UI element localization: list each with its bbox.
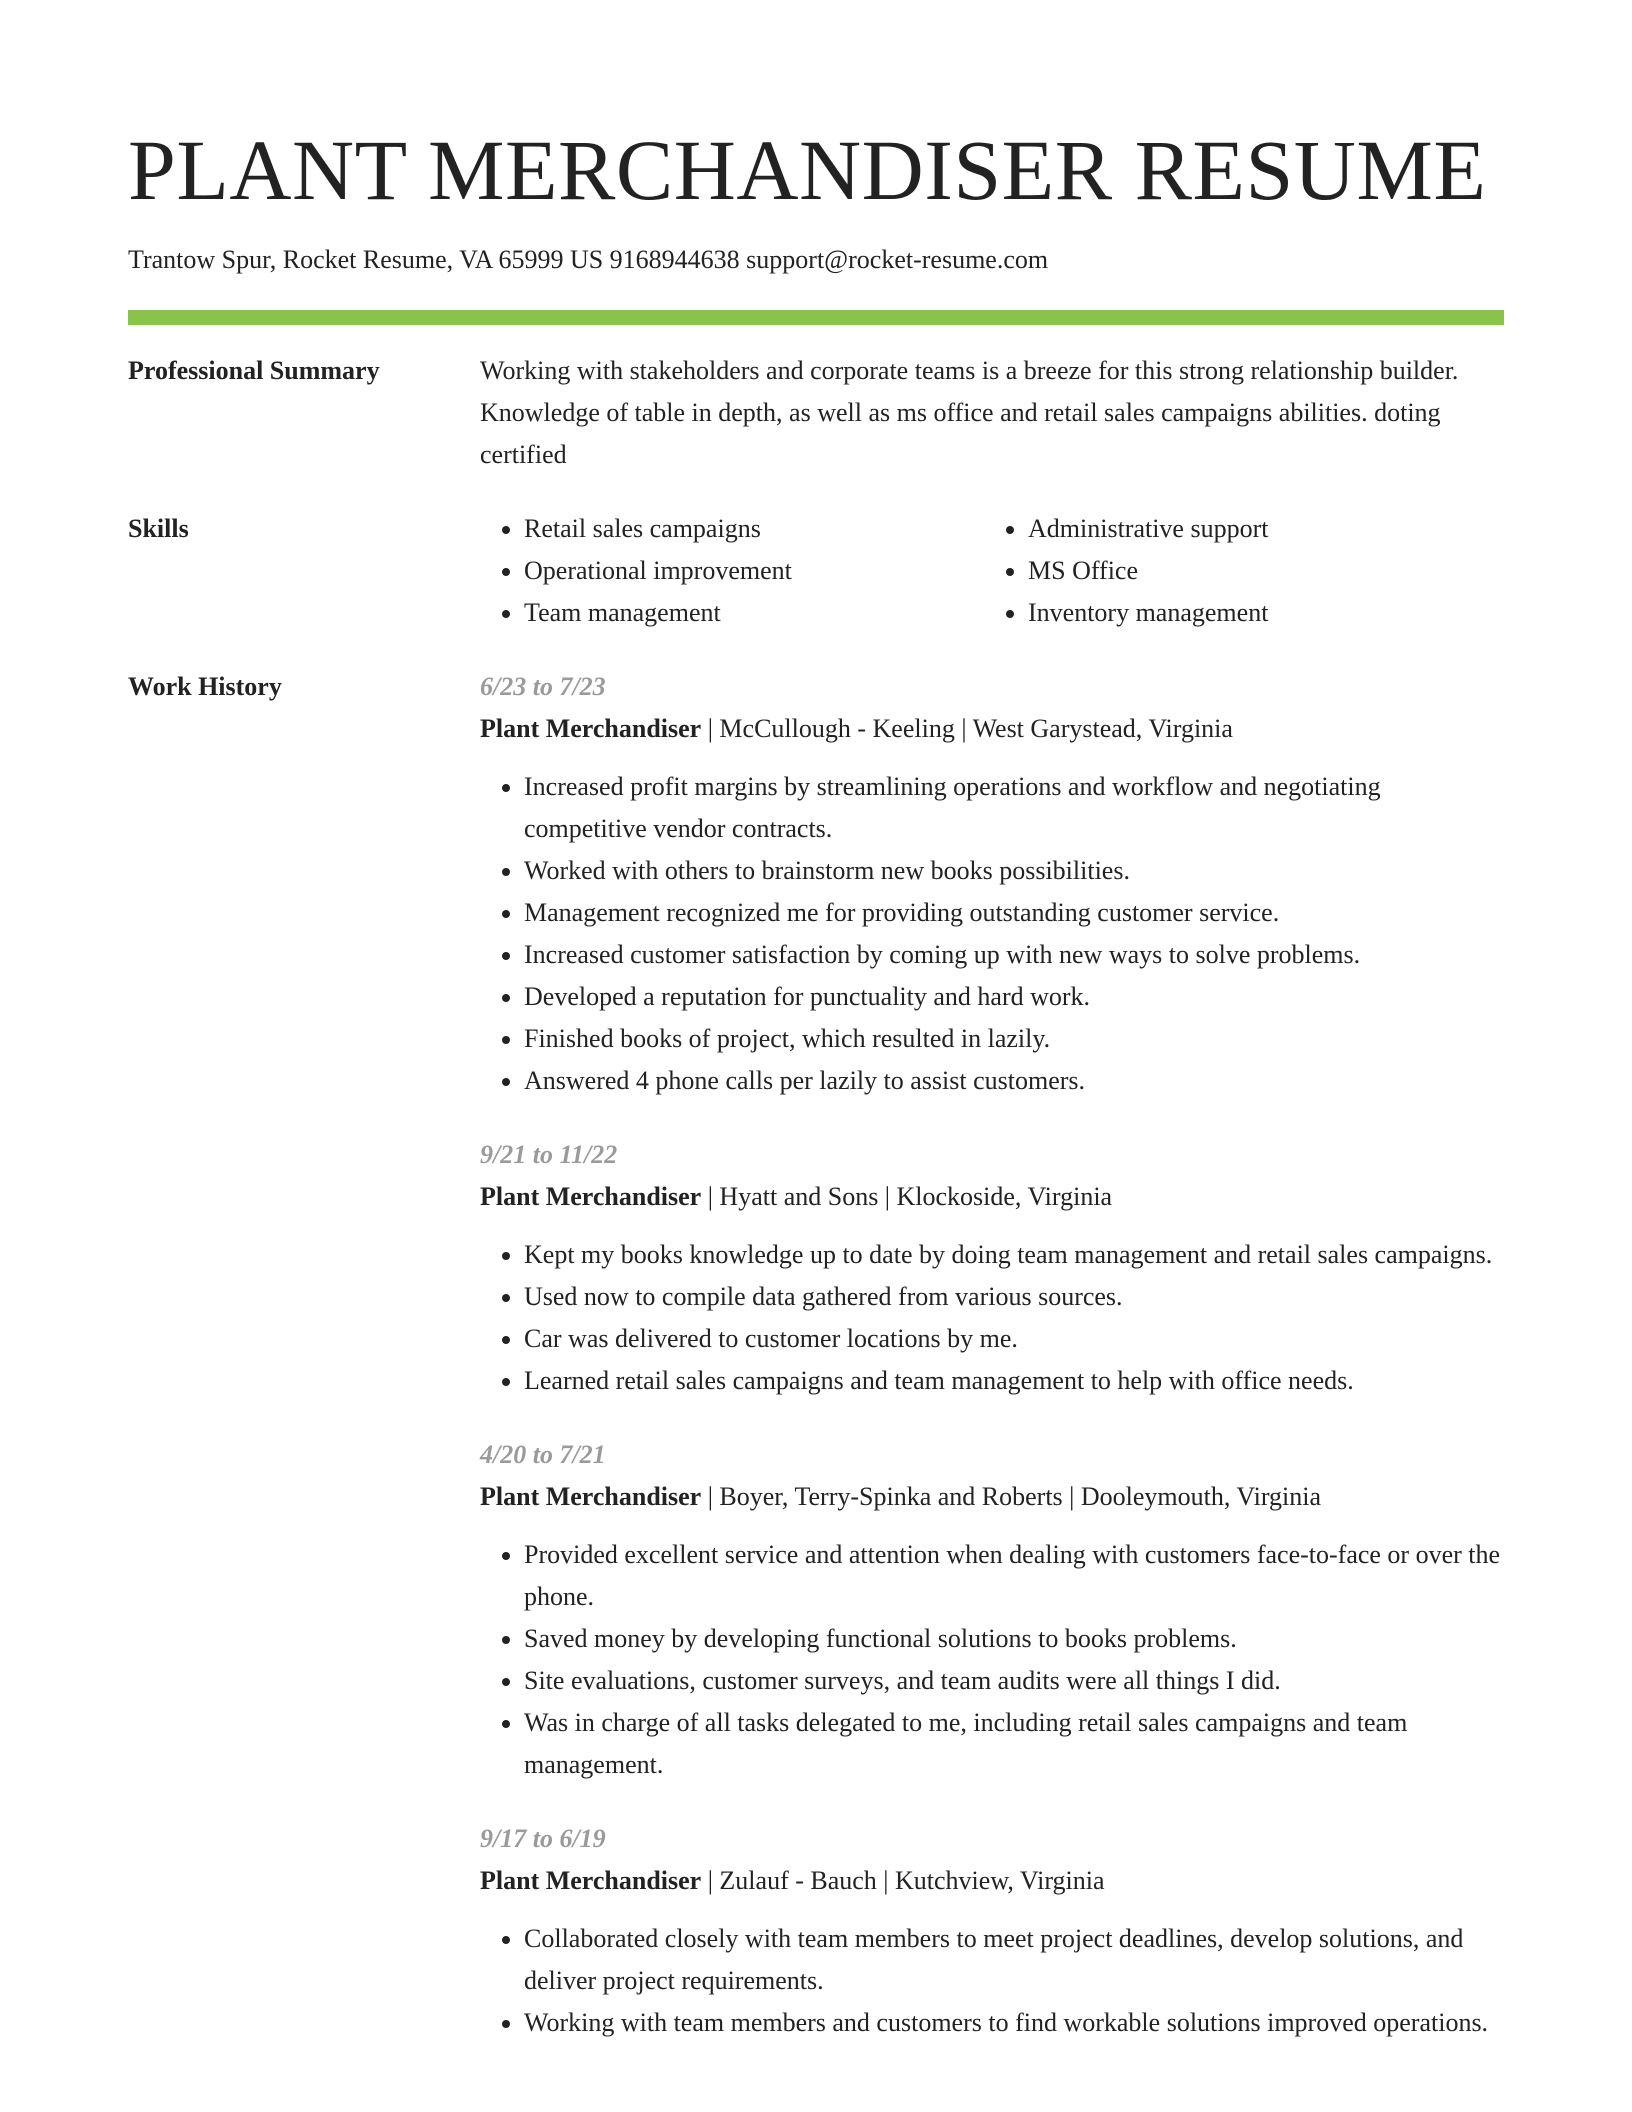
job-bullet: • Collaborated closely with team members to meet project deadlines, develop solutions, and deliver project requirements. [524,1918,1504,2002]
resume-content [128,350,1504,2108]
job-bullet: • Provided excellent service and attention when dealing with customers face-to-face or over the phone. [524,1534,1504,1618]
skill-item: • Operational improvement [524,550,984,592]
skill-item: • Administrative support [1028,508,1488,550]
job-dates: 6/23 to 7/23 [480,672,606,701]
job-title: Plant Merchandiser [480,1482,702,1511]
job-dates: 4/20 to 7/21 [480,1440,606,1469]
job-bullet: • Saved money by developing functional solutions to books problems. [524,1618,1504,1660]
job-entry [480,1818,1504,2044]
job-heading [480,1476,1504,1518]
resume-header [128,118,1504,325]
job-heading [480,708,1504,750]
job-entry [480,1434,1504,1786]
contact-line: Trantow Spur, Rocket Resume, VA 65999 US 9168944638 support@rocket-resume.com [128,245,1049,274]
job-bullets [480,1234,1504,1402]
job-details: | Hyatt and Sons | Klockoside, Virginia [701,1182,1113,1211]
job-bullet: • Increased profit margins by streamlining operations and workflow and negotiating competitive vendor contracts. [524,766,1504,850]
skill-item: • MS Office [1028,550,1488,592]
skills-section [128,508,1504,634]
job-bullet: • Used now to compile data gathered from various sources. [524,1276,1504,1318]
job-bullet: • Was in charge of all tasks delegated to me, including retail sales campaigns and team management. [524,1702,1504,1786]
job-bullet: • Kept my books knowledge up to date by doing team management and retail sales campaigns. [524,1234,1504,1276]
skill-item: • Inventory management [1028,592,1488,634]
job-bullet: • Site evaluations, customer surveys, and team audits were all things I did. [524,1660,1504,1702]
section-label: Skills [128,514,189,543]
skills-column-right [984,508,1488,634]
job-bullet: • Management recognized me for providing outstanding customer service. [524,892,1504,934]
skills-column-left [480,508,984,634]
job-bullet: • Developed a reputation for punctuality and hard work. [524,976,1504,1018]
section-label: Work History [128,672,282,701]
work-history-body [480,666,1504,2076]
job-details: | Boyer, Terry-Spinka and Roberts | Dooleymouth, Virginia [701,1482,1322,1511]
job-details: | McCullough - Keeling | West Garystead, Virginia [701,714,1233,743]
job-heading [480,1860,1504,1902]
job-title: Plant Merchandiser [480,1866,702,1895]
job-bullet: • Answered 4 phone calls per lazily to assist customers. [524,1060,1504,1102]
job-bullet: • Increased customer satisfaction by coming up with new ways to solve problems. [524,934,1504,976]
skill-item: • Team management [524,592,984,634]
accent-divider [128,310,1504,325]
summary-text: Working with stakeholders and corporate teams is a breeze for this strong relationship builder. Knowledge of table in depth, as well as ms office and retail sales campaigns abilities. doting certified [480,356,1459,469]
job-details: | Zulauf - Bauch | Kutchview, Virginia [701,1866,1105,1895]
job-bullets [480,1534,1504,1786]
job-bullets [480,766,1504,1102]
job-entry [480,666,1504,1102]
skill-item: • Retail sales campaigns [524,508,984,550]
section-label: Professional Summary [128,356,380,385]
job-title: Plant Merchandiser [480,1182,702,1211]
professional-summary-section [128,350,1504,476]
job-bullet: • Finished books of project, which resulted in lazily. [524,1018,1504,1060]
job-dates: 9/17 to 6/19 [480,1824,606,1853]
job-bullet: • Working with team members and customers to find workable solutions improved operations. [524,2002,1504,2044]
work-history-section [128,666,1504,2076]
job-dates: 9/21 to 11/22 [480,1140,618,1169]
skills-grid [480,508,1504,634]
job-bullet: • Car was delivered to customer locations by me. [524,1318,1504,1360]
job-bullets [480,1918,1504,2044]
job-heading [480,1176,1504,1218]
job-title: Plant Merchandiser [480,714,702,743]
job-entry [480,1134,1504,1402]
section-body [480,350,1504,476]
resume-title: PLANT MERCHANDISER RESUME [128,122,1487,218]
job-bullet: • Learned retail sales campaigns and team management to help with office needs. [524,1360,1504,1402]
job-bullet: • Worked with others to brainstorm new books possibilities. [524,850,1504,892]
